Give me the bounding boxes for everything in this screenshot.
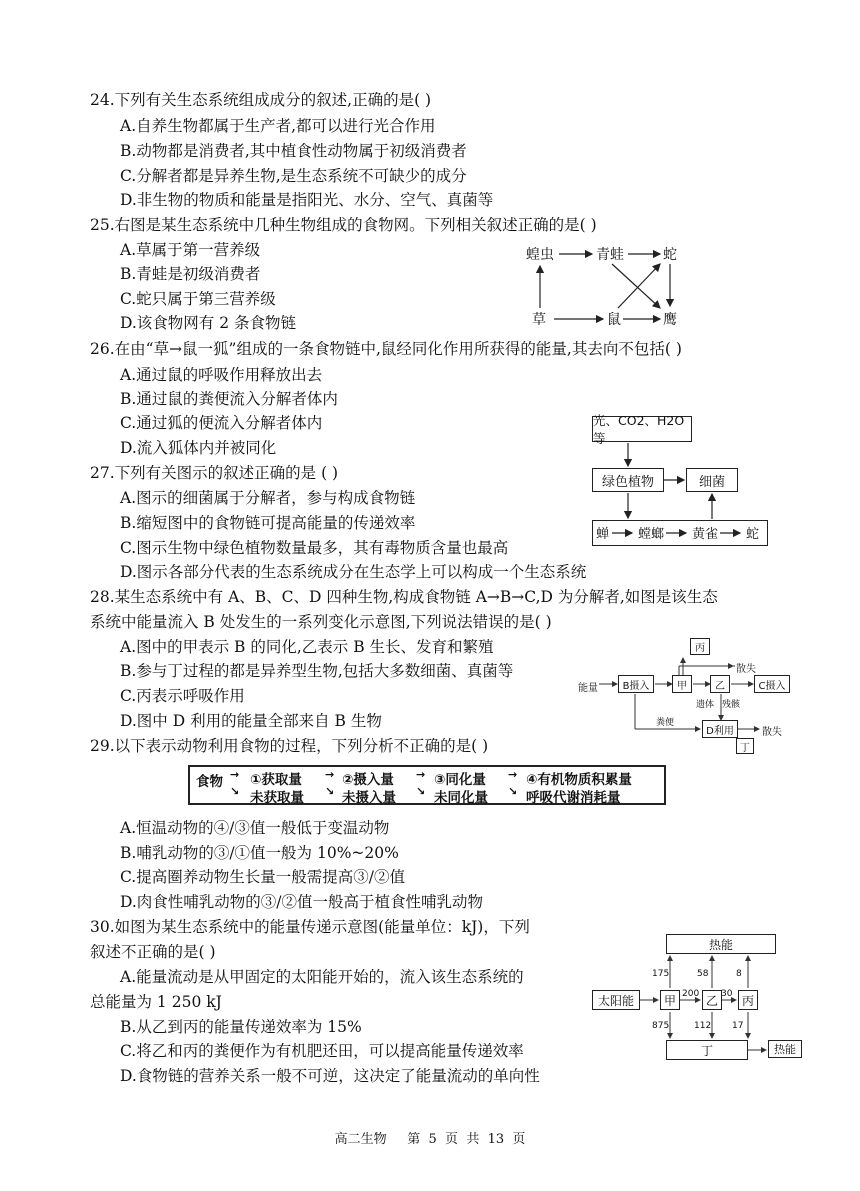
q28-option-d: D.图中 D 利用的能量全部来自 B 生物 xyxy=(120,712,382,730)
q29-n2: 未摄入量 xyxy=(342,790,396,806)
q26-stem: 26.在由“草→鼠一狐”组成的一条食物链中,鼠经同化作用所获得的能量,其去向不包括( ) xyxy=(90,340,682,358)
q30-node-yi: 乙 xyxy=(702,990,722,1010)
q30-node-ding: 丁 xyxy=(666,1040,748,1060)
q29-c3: ③同化量 xyxy=(434,772,486,788)
q30-val-8: 8 xyxy=(736,969,742,979)
q27-arrows xyxy=(592,416,772,548)
q29-option-b: B.哺乳动物的③/①值一般为 10%~20% xyxy=(120,844,399,862)
q30-val-17: 17 xyxy=(732,1021,744,1031)
q25-node-grass: 草 xyxy=(532,312,546,328)
q25-node-eagle: 鹰 xyxy=(663,312,677,328)
q30-node-heat-right: 热能 xyxy=(768,1040,802,1058)
q28-label-remains: 遗体 xyxy=(696,700,715,710)
q27-option-a: A.图示的细菌属于分解者，参与构成食物链 xyxy=(120,489,416,507)
q25-stem: 25.右图是某生态系统中几种生物组成的食物网。下列相关叙述正确的是( ) xyxy=(90,216,597,234)
q30-option-b: B.从乙到丙的能量传递效率为 15% xyxy=(120,1018,362,1036)
q28-node-c-intake: C摄入 xyxy=(754,675,790,693)
q24-option-d: D.非生物的物质和能量是指阳光、水分、空气、真菌等 xyxy=(120,191,494,209)
q30-val-875: 875 xyxy=(652,1021,670,1031)
q30-arrows xyxy=(590,930,810,1065)
q29-n3: 未同化量 xyxy=(434,790,488,806)
q30-val-112: 112 xyxy=(694,1021,712,1031)
q25-node-snake: 蛇 xyxy=(663,247,677,263)
q27-option-b: B.缩短图中的食物链可提高能量的传递效率 xyxy=(120,514,416,532)
q26-option-a: A.通过鼠的呼吸作用释放出去 xyxy=(120,366,323,384)
q29-diagram: 食物 → ↘ ①获取量 未获取量 → ↘ ②摄入量 未摄入量 → ↘ ③同化量 未同化量 → ↘ ④有机物质积累量 呼吸代谢消耗量 xyxy=(188,765,666,805)
q27-node-plant: 绿色植物 xyxy=(592,468,664,492)
q29-food: 食物 xyxy=(196,774,223,790)
q24-option-c: C.分解者都是异养生物,是生态系统不可缺少的成分 xyxy=(120,167,467,185)
q29-option-a: A.恒温动物的④/③值一般低于变温动物 xyxy=(120,819,390,837)
q30-val-30: 30 xyxy=(721,989,733,999)
q29-n1: 未获取量 xyxy=(250,790,304,806)
q25-option-b: B.青蛙是初级消费者 xyxy=(120,265,261,283)
q26-option-d: D.流入狐体内并被同化 xyxy=(120,439,277,457)
q29-stem: 29.以下表示动物利用食物的过程，下列分析不正确的是( ) xyxy=(90,737,489,755)
q25-node-frog: 青蛙 xyxy=(596,247,624,263)
q28-node-bing: 丙 xyxy=(690,638,710,655)
q28-option-b: B.参与丁过程的都是异养型生物,包括大多数细菌、真菌等 xyxy=(120,662,514,680)
q28-node-d-use: D利用 xyxy=(702,720,738,738)
q27-node-snake: 蛇 xyxy=(746,527,760,542)
q30-option-c: C.将乙和丙的粪便作为有机肥还田，可以提高能量传递效率 xyxy=(120,1042,524,1060)
q28-option-a: A.图中的甲表示 B 的同化,乙表示 B 生长、发育和繁殖 xyxy=(120,638,494,656)
q30-val-175: 175 xyxy=(652,969,670,979)
q30-option-a-line2: 总能量为 1 250 kJ xyxy=(90,993,222,1011)
q30-option-a-line1: A.能量流动是从甲固定的太阳能开始的，流入该生态系统的 xyxy=(120,968,524,986)
q27-option-d: D.图示各部分代表的生态系统成分在生态学上可以构成一个生态系统 xyxy=(120,563,587,581)
q25-node-locust: 蝗虫 xyxy=(526,247,554,263)
q29-c2: ②摄入量 xyxy=(342,772,394,788)
q30-val-200: 200 xyxy=(682,989,700,999)
q25-option-d: D.该食物网有 2 条食物链 xyxy=(120,314,297,332)
q28-label-feces: 粪便 xyxy=(656,718,675,728)
q28-stem-line2: 系统中能量流入 B 处发生的一系列变化示意图,下列说法错误的是( ) xyxy=(90,613,552,631)
page-footer: 高二生物 第 5 页 共 13 页 xyxy=(334,1132,526,1147)
q30-node-bing: 丙 xyxy=(738,990,758,1010)
q30-node-sun: 太阳能 xyxy=(592,990,640,1010)
q26-option-c: C.通过狐的便流入分解者体内 xyxy=(120,414,323,432)
q27-node-mantis: 螳螂 xyxy=(638,527,665,542)
q29-option-c: C.提高圈养动物生长量一般需提高③/②值 xyxy=(120,868,405,886)
q28-node-ding: 丁 xyxy=(736,738,754,754)
q25-node-mouse: 鼠 xyxy=(607,312,621,328)
q24-stem: 24.下列有关生态系统组成成分的叙述,正确的是( ) xyxy=(90,91,432,109)
q29-c4: ④有机物质积累量 xyxy=(526,772,632,788)
q27-node-cicada: 蝉 xyxy=(596,527,610,542)
q28-label-residue: 残骸 xyxy=(722,700,741,710)
q24-option-a: A.自养生物都属于生产者,都可以进行光合作用 xyxy=(120,117,436,135)
q25-food-web-diagram xyxy=(520,240,700,330)
q29-c1: ①获取量 xyxy=(250,772,302,788)
q30-option-d: D.食物链的营养关系一般不可逆，这决定了能量流动的单向性 xyxy=(120,1067,540,1085)
q25-option-c: C.蛇只属于第三营养级 xyxy=(120,290,276,308)
q26-option-b: B.通过鼠的粪便流入分解者体内 xyxy=(120,390,338,408)
q28-node-b-intake: B摄入 xyxy=(618,675,654,693)
q28-node-yi: 乙 xyxy=(710,675,730,693)
q27-stem: 27.下列有关图示的叙述正确的是 ( ) xyxy=(90,464,339,482)
q30-node-heat-top: 热能 xyxy=(666,934,776,954)
q28-stem-line1: 28.某生态系统中有 A、B、C、D 四种生物,构成食物链 A→B→C,D 为分解者,如图是该生态 xyxy=(90,588,718,606)
q28-option-c: C.丙表示呼吸作用 xyxy=(120,687,245,705)
q27-option-c: C.图示生物中绿色植物数量最多，其有毒物质含量也最高 xyxy=(120,539,509,557)
q29-n4: 呼吸代谢消耗量 xyxy=(526,790,621,806)
q27-node-bacteria: 细菌 xyxy=(686,468,738,492)
q29-option-d: D.肉食性哺乳动物的③/②值一般高于植食性哺乳动物 xyxy=(120,893,484,911)
q28-label-loss2: 散失 xyxy=(762,727,782,738)
q30-stem-line2: 叙述不正确的是( ) xyxy=(90,943,216,961)
q28-label-energy: 能量 xyxy=(578,683,598,694)
q28-node-jia: 甲 xyxy=(672,675,692,693)
q27-node-oriole: 黄雀 xyxy=(692,527,719,542)
q24-option-b: B.动物都是消费者,其中植食性动物属于初级消费者 xyxy=(120,142,467,160)
q28-label-loss: 散失 xyxy=(736,664,756,675)
q25-option-a: A.草属于第一营养级 xyxy=(120,241,261,259)
q30-node-jia: 甲 xyxy=(660,990,680,1010)
q30-stem-line1: 30.如图为某生态系统中的能量传递示意图(能量单位：kJ)，下列 xyxy=(90,918,530,936)
q28-arrows xyxy=(575,636,797,756)
q30-val-58: 58 xyxy=(697,969,709,979)
q27-node-env: 光、CO2、H2O等 xyxy=(592,416,692,442)
